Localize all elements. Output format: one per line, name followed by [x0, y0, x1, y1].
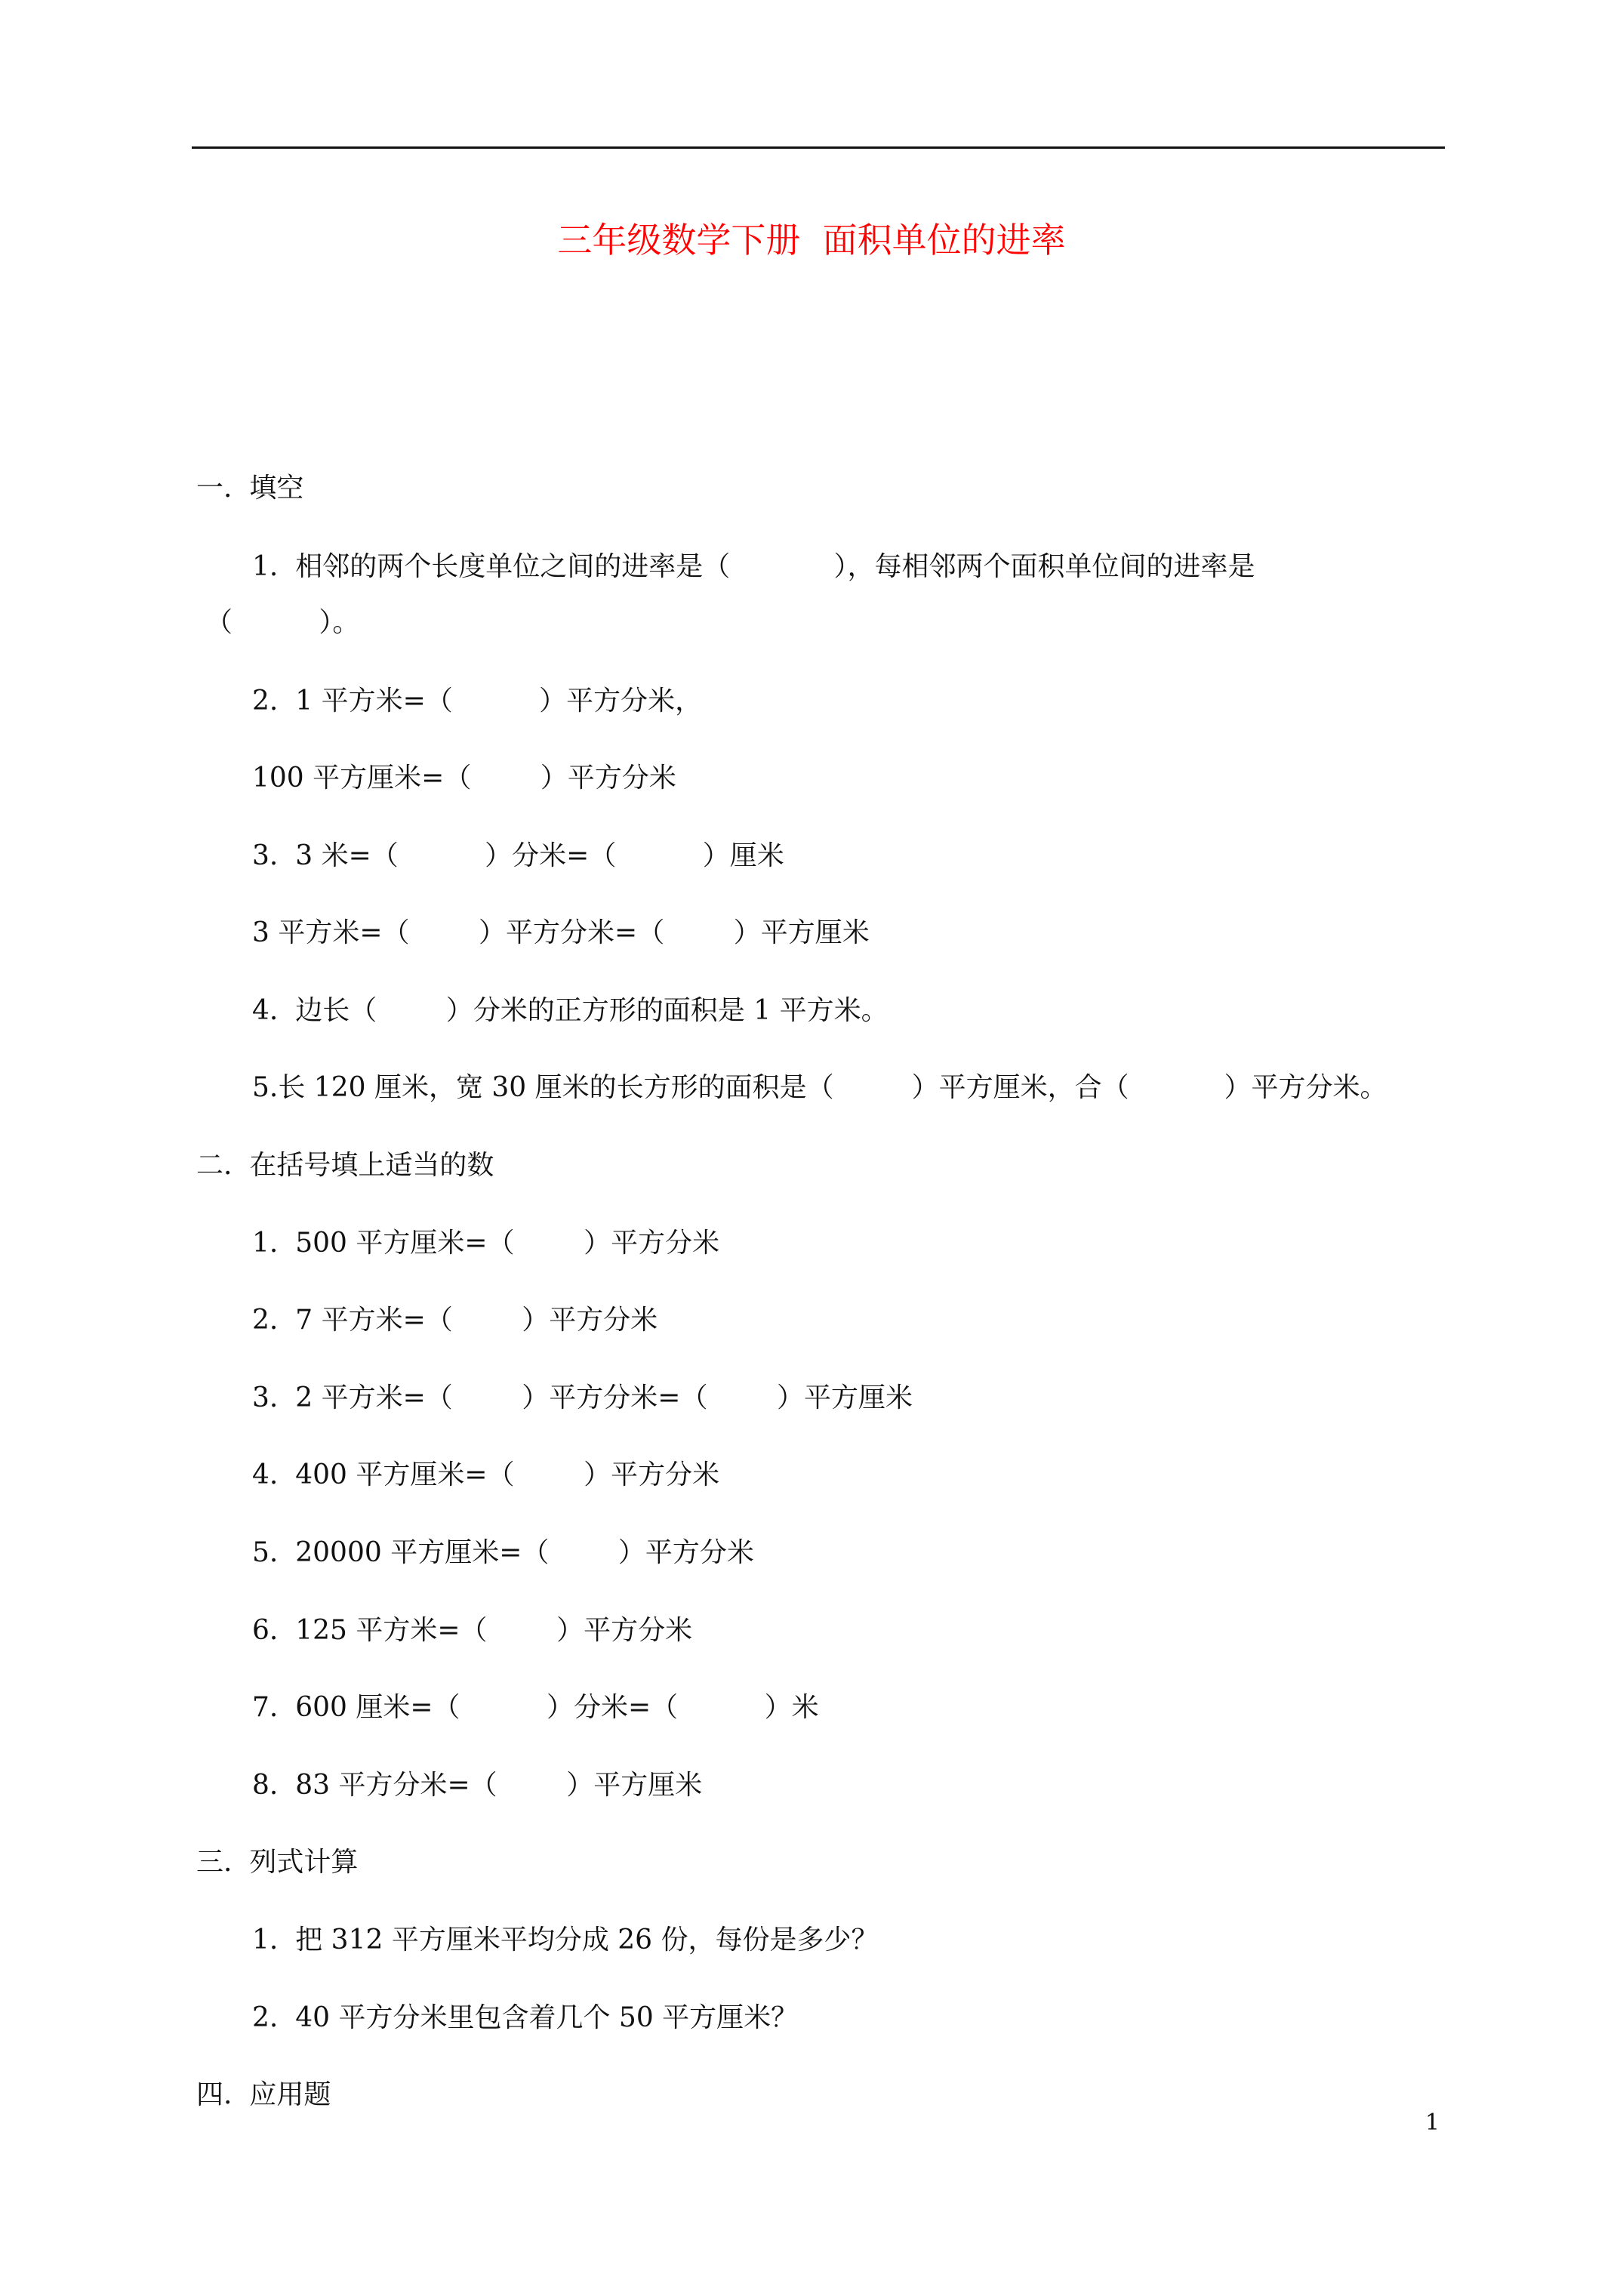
question-line: 4. 400 平方厘米=（ ）平方分米 — [252, 1459, 720, 1490]
question-line: 1. 相邻的两个长度单位之间的进率是（ ），每相邻两个面积单位间的进率是 — [252, 551, 1255, 582]
header-rule — [192, 146, 1445, 149]
section-heading: 二. 在括号填上适当的数 — [196, 1150, 494, 1181]
question-line: 4. 边长（ ）分米的正方形的面积是 1 平方米。 — [252, 995, 888, 1026]
question-line: 1. 500 平方厘米=（ ）平方分米 — [252, 1228, 720, 1259]
question-line: 7. 600 厘米=（ ）分米=（ ）米 — [252, 1692, 819, 1723]
section-heading: 三. 列式计算 — [196, 1847, 359, 1878]
question-line: 5. 20000 平方厘米=（ ）平方分米 — [252, 1537, 754, 1568]
question-line: 1. 把 312 平方厘米平均分成 26 份，每份是多少？ — [252, 1925, 879, 1955]
question-line: 3. 3 米=（ ）分米=（ ）厘米 — [252, 840, 784, 871]
question-line: 2. 40 平方分米里包含着几个 50 平方厘米？ — [252, 2002, 799, 2033]
section-heading: 四. 应用题 — [196, 2079, 331, 2110]
question-line-continuation: （ ）。 — [205, 607, 360, 638]
question-line: 100 平方厘米=（ ）平方分米 — [252, 763, 676, 794]
question-line: 3. 2 平方米=（ ）平方分米=（ ）平方厘米 — [252, 1382, 913, 1413]
document-title: 三年级数学下册 面积单位的进率 — [557, 220, 1066, 260]
question-line: 6. 125 平方米=（ ）平方分米 — [252, 1615, 693, 1646]
section-heading: 一. 填空 — [196, 473, 304, 504]
question-line: 5.长 120 厘米，宽 30 厘米的长方形的面积是（ ）平方厘米，合（ ）平方分米。 — [252, 1072, 1387, 1103]
question-line: 2. 7 平方米=（ ）平方分米 — [252, 1305, 658, 1336]
question-line: 3 平方米=（ ）平方分米=（ ）平方厘米 — [252, 917, 870, 948]
question-line: 2. 1 平方米=（ ）平方分米， — [252, 686, 703, 717]
question-line: 8. 83 平方分米=（ ）平方厘米 — [252, 1770, 703, 1801]
page-number: 1 — [1425, 2110, 1440, 2136]
